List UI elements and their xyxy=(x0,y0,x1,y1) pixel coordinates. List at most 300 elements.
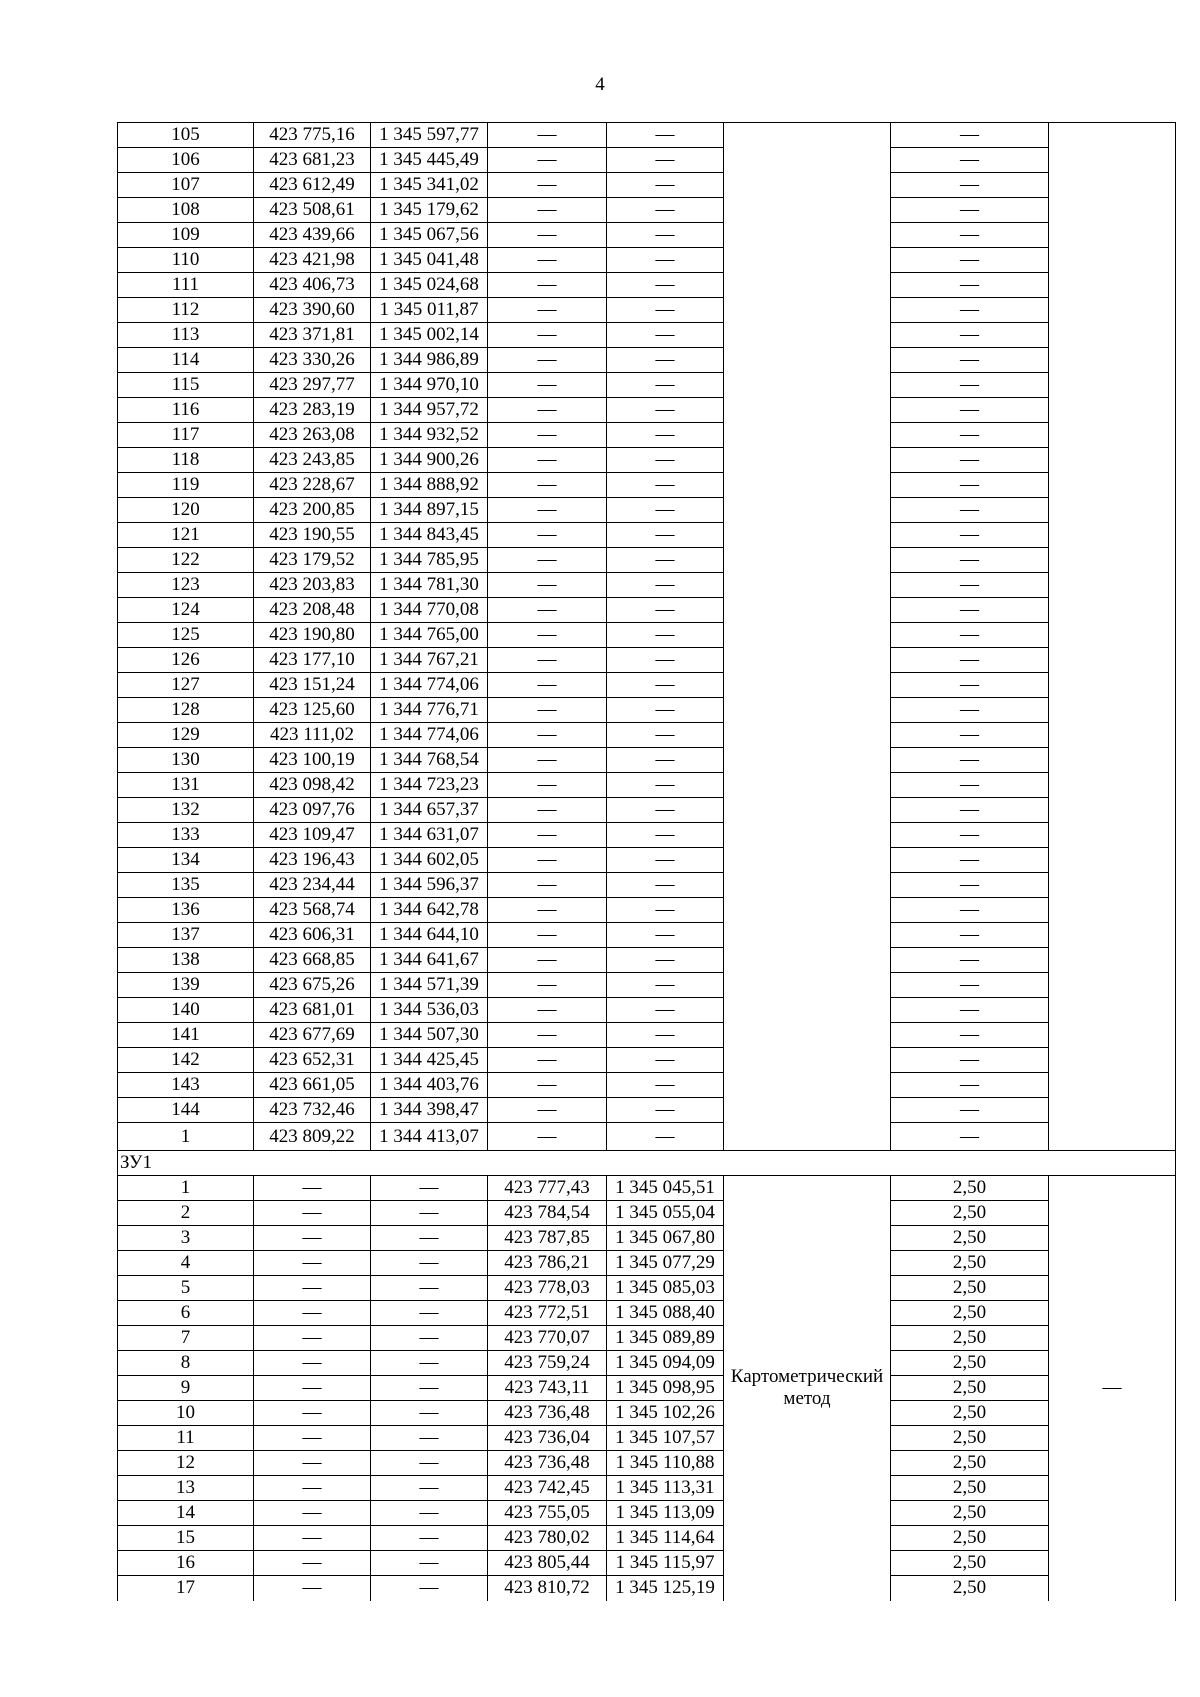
point-number: 1 xyxy=(118,1176,254,1201)
accuracy: 2,50 xyxy=(891,1576,1049,1601)
existing-y: 1 344 776,71 xyxy=(371,698,488,723)
accuracy: 2,50 xyxy=(891,1551,1049,1576)
new-y: — xyxy=(607,948,724,973)
description-cell xyxy=(1049,123,1176,1151)
new-x: — xyxy=(488,173,607,198)
new-x: — xyxy=(488,548,607,573)
existing-x: 423 406,73 xyxy=(254,273,371,298)
point-number: 15 xyxy=(118,1526,254,1551)
accuracy: — xyxy=(891,548,1049,573)
existing-x: 423 421,98 xyxy=(254,248,371,273)
new-x: — xyxy=(488,198,607,223)
table-row xyxy=(118,823,1176,848)
existing-x: 423 675,26 xyxy=(254,973,371,998)
table-row xyxy=(118,423,1176,448)
table-row xyxy=(118,298,1176,323)
accuracy: 2,50 xyxy=(891,1351,1049,1376)
table-row xyxy=(118,523,1176,548)
accuracy: — xyxy=(891,198,1049,223)
new-x: — xyxy=(488,448,607,473)
new-x: — xyxy=(488,123,607,148)
new-y: — xyxy=(607,898,724,923)
table-row xyxy=(118,1098,1176,1123)
point-number: 142 xyxy=(118,1048,254,1073)
accuracy: 2,50 xyxy=(891,1276,1049,1301)
existing-x: 423 100,19 xyxy=(254,748,371,773)
accuracy: 2,50 xyxy=(891,1251,1049,1276)
new-x: — xyxy=(488,1123,607,1151)
new-x: 423 784,54 xyxy=(488,1201,607,1226)
new-x: — xyxy=(488,848,607,873)
point-number: 139 xyxy=(118,973,254,998)
existing-x: 423 097,76 xyxy=(254,798,371,823)
point-number: 12 xyxy=(118,1451,254,1476)
existing-y: 1 344 900,26 xyxy=(371,448,488,473)
accuracy: — xyxy=(891,898,1049,923)
new-y: 1 345 125,19 xyxy=(607,1576,724,1601)
point-number: 114 xyxy=(118,348,254,373)
existing-x: 423 652,31 xyxy=(254,1048,371,1073)
existing-y: 1 344 785,95 xyxy=(371,548,488,573)
point-number: 133 xyxy=(118,823,254,848)
existing-x: — xyxy=(254,1576,371,1601)
accuracy: 2,50 xyxy=(891,1501,1049,1526)
new-y: — xyxy=(607,423,724,448)
new-x: — xyxy=(488,1048,607,1073)
table-row xyxy=(118,473,1176,498)
new-x: 423 736,48 xyxy=(488,1451,607,1476)
new-y: — xyxy=(607,323,724,348)
new-x: — xyxy=(488,598,607,623)
accuracy: 2,50 xyxy=(891,1301,1049,1326)
existing-y: 1 344 596,37 xyxy=(371,873,488,898)
existing-x: 423 439,66 xyxy=(254,223,371,248)
new-x: — xyxy=(488,273,607,298)
existing-x: 423 098,42 xyxy=(254,773,371,798)
new-x: — xyxy=(488,973,607,998)
new-y: 1 345 067,80 xyxy=(607,1226,724,1251)
table-row xyxy=(118,1123,1176,1151)
existing-y: 1 344 571,39 xyxy=(371,973,488,998)
existing-x: — xyxy=(254,1226,371,1251)
accuracy: — xyxy=(891,348,1049,373)
existing-x: 423 809,22 xyxy=(254,1123,371,1151)
table-row xyxy=(118,1426,1176,1451)
point-number: 118 xyxy=(118,448,254,473)
new-y: — xyxy=(607,273,724,298)
new-x: — xyxy=(488,373,607,398)
existing-x: — xyxy=(254,1251,371,1276)
existing-y: — xyxy=(371,1576,488,1601)
accuracy: — xyxy=(891,423,1049,448)
table-row xyxy=(118,548,1176,573)
new-y: 1 345 045,51 xyxy=(607,1176,724,1201)
accuracy: 2,50 xyxy=(891,1226,1049,1251)
point-number: 106 xyxy=(118,148,254,173)
existing-x: 423 109,47 xyxy=(254,823,371,848)
accuracy: — xyxy=(891,573,1049,598)
existing-y: — xyxy=(371,1251,488,1276)
existing-y: 1 344 631,07 xyxy=(371,823,488,848)
existing-y: 1 344 425,45 xyxy=(371,1048,488,1073)
point-number: 108 xyxy=(118,198,254,223)
point-number: 113 xyxy=(118,323,254,348)
new-y: — xyxy=(607,748,724,773)
table-row xyxy=(118,623,1176,648)
new-y: — xyxy=(607,1123,724,1151)
existing-x: 423 208,48 xyxy=(254,598,371,623)
page-number: 4 xyxy=(595,74,605,95)
accuracy: 2,50 xyxy=(891,1326,1049,1351)
table-row xyxy=(118,348,1176,373)
existing-x: 423 243,85 xyxy=(254,448,371,473)
new-x: 423 787,85 xyxy=(488,1226,607,1251)
new-x: 423 770,07 xyxy=(488,1326,607,1351)
point-number: 105 xyxy=(118,123,254,148)
table-row xyxy=(118,1073,1176,1098)
new-y: — xyxy=(607,623,724,648)
existing-x: — xyxy=(254,1501,371,1526)
point-number: 16 xyxy=(118,1551,254,1576)
new-y: — xyxy=(607,1098,724,1123)
new-x: — xyxy=(488,523,607,548)
existing-y: 1 344 986,89 xyxy=(371,348,488,373)
accuracy: — xyxy=(891,398,1049,423)
table-row xyxy=(118,123,1176,148)
accuracy: — xyxy=(891,1048,1049,1073)
point-number: 137 xyxy=(118,923,254,948)
point-number: 9 xyxy=(118,1376,254,1401)
new-y: 1 345 113,09 xyxy=(607,1501,724,1526)
point-number: 127 xyxy=(118,673,254,698)
point-number: 5 xyxy=(118,1276,254,1301)
existing-x: — xyxy=(254,1551,371,1576)
new-y: 1 345 098,95 xyxy=(607,1376,724,1401)
accuracy: 2,50 xyxy=(891,1401,1049,1426)
new-x: — xyxy=(488,1098,607,1123)
existing-x: 423 390,60 xyxy=(254,298,371,323)
existing-y: 1 345 067,56 xyxy=(371,223,488,248)
point-number: 6 xyxy=(118,1301,254,1326)
accuracy: — xyxy=(891,723,1049,748)
existing-y: — xyxy=(371,1551,488,1576)
new-x: 423 736,48 xyxy=(488,1401,607,1426)
accuracy: — xyxy=(891,998,1049,1023)
accuracy: — xyxy=(891,848,1049,873)
new-y: — xyxy=(607,248,724,273)
table-row xyxy=(118,973,1176,998)
point-number: 2 xyxy=(118,1201,254,1226)
accuracy: — xyxy=(891,448,1049,473)
existing-x: 423 371,81 xyxy=(254,323,371,348)
existing-y: 1 344 843,45 xyxy=(371,523,488,548)
existing-x: 423 330,26 xyxy=(254,348,371,373)
existing-x: 423 775,16 xyxy=(254,123,371,148)
point-number: 112 xyxy=(118,298,254,323)
existing-y: — xyxy=(371,1301,488,1326)
table-row xyxy=(118,1526,1176,1551)
table-row xyxy=(118,1576,1176,1601)
existing-y: 1 344 774,06 xyxy=(371,673,488,698)
existing-x: — xyxy=(254,1376,371,1401)
existing-y: 1 344 765,00 xyxy=(371,623,488,648)
new-x: — xyxy=(488,698,607,723)
new-x: — xyxy=(488,498,607,523)
new-x: — xyxy=(488,998,607,1023)
method-cell xyxy=(724,123,891,1151)
existing-x: 423 263,08 xyxy=(254,423,371,448)
new-y: — xyxy=(607,998,724,1023)
accuracy: — xyxy=(891,273,1049,298)
existing-x: 423 508,61 xyxy=(254,198,371,223)
existing-x: 423 228,67 xyxy=(254,473,371,498)
new-y: 1 345 102,26 xyxy=(607,1401,724,1426)
existing-x: 423 283,19 xyxy=(254,398,371,423)
new-y: — xyxy=(607,648,724,673)
accuracy: 2,50 xyxy=(891,1176,1049,1201)
new-x: — xyxy=(488,348,607,373)
new-y: — xyxy=(607,573,724,598)
accuracy: — xyxy=(891,923,1049,948)
new-y: — xyxy=(607,198,724,223)
new-y: — xyxy=(607,723,724,748)
existing-x: 423 190,80 xyxy=(254,623,371,648)
point-number: 128 xyxy=(118,698,254,723)
table-row xyxy=(118,1251,1176,1276)
new-x: 423 778,03 xyxy=(488,1276,607,1301)
accuracy: — xyxy=(891,748,1049,773)
new-y: — xyxy=(607,1048,724,1073)
accuracy: 2,50 xyxy=(891,1526,1049,1551)
table-row xyxy=(118,698,1176,723)
point-number: 7 xyxy=(118,1326,254,1351)
new-x: — xyxy=(488,323,607,348)
table-row xyxy=(118,598,1176,623)
existing-y: 1 345 041,48 xyxy=(371,248,488,273)
table-row xyxy=(118,773,1176,798)
accuracy: 2,50 xyxy=(891,1476,1049,1501)
table-row xyxy=(118,1176,1176,1201)
point-number: 144 xyxy=(118,1098,254,1123)
existing-y: 1 344 723,23 xyxy=(371,773,488,798)
new-x: 423 780,02 xyxy=(488,1526,607,1551)
existing-y: 1 344 657,37 xyxy=(371,798,488,823)
new-x: — xyxy=(488,1023,607,1048)
existing-y: 1 345 597,77 xyxy=(371,123,488,148)
existing-y: 1 345 002,14 xyxy=(371,323,488,348)
existing-x: — xyxy=(254,1201,371,1226)
table-row xyxy=(118,1276,1176,1301)
existing-x: 423 677,69 xyxy=(254,1023,371,1048)
point-number: 4 xyxy=(118,1251,254,1276)
existing-x: — xyxy=(254,1351,371,1376)
existing-y: — xyxy=(371,1276,488,1301)
existing-y: — xyxy=(371,1326,488,1351)
existing-y: 1 345 179,62 xyxy=(371,198,488,223)
existing-x: 423 179,52 xyxy=(254,548,371,573)
table-row xyxy=(118,1226,1176,1251)
table-row xyxy=(118,223,1176,248)
accuracy: — xyxy=(891,1023,1049,1048)
point-number: 1 xyxy=(118,1123,254,1151)
new-y: — xyxy=(607,973,724,998)
new-x: — xyxy=(488,148,607,173)
existing-x: 423 177,10 xyxy=(254,648,371,673)
new-x: — xyxy=(488,473,607,498)
point-number: 110 xyxy=(118,248,254,273)
existing-y: — xyxy=(371,1501,488,1526)
table-row xyxy=(118,948,1176,973)
existing-y: — xyxy=(371,1351,488,1376)
new-x: — xyxy=(488,798,607,823)
accuracy: — xyxy=(891,973,1049,998)
coordinates-table xyxy=(117,122,1176,1601)
existing-y: — xyxy=(371,1526,488,1551)
existing-x: — xyxy=(254,1301,371,1326)
new-y: 1 345 055,04 xyxy=(607,1201,724,1226)
point-number: 136 xyxy=(118,898,254,923)
existing-y: 1 344 781,30 xyxy=(371,573,488,598)
existing-y: — xyxy=(371,1476,488,1501)
table-row xyxy=(118,1048,1176,1073)
table-row xyxy=(118,673,1176,698)
accuracy: — xyxy=(891,698,1049,723)
point-number: 126 xyxy=(118,648,254,673)
new-y: — xyxy=(607,773,724,798)
table-row xyxy=(118,323,1176,348)
existing-y: 1 344 770,08 xyxy=(371,598,488,623)
table-row xyxy=(118,648,1176,673)
accuracy: 2,50 xyxy=(891,1451,1049,1476)
existing-y: — xyxy=(371,1401,488,1426)
accuracy: — xyxy=(891,223,1049,248)
existing-x: 423 125,60 xyxy=(254,698,371,723)
accuracy: 2,50 xyxy=(891,1201,1049,1226)
new-x: — xyxy=(488,648,607,673)
existing-y: 1 344 888,92 xyxy=(371,473,488,498)
existing-y: 1 345 445,49 xyxy=(371,148,488,173)
accuracy: — xyxy=(891,648,1049,673)
point-number: 121 xyxy=(118,523,254,548)
existing-y: 1 345 341,02 xyxy=(371,173,488,198)
new-x: — xyxy=(488,298,607,323)
point-number: 123 xyxy=(118,573,254,598)
table-row xyxy=(118,148,1176,173)
accuracy: 2,50 xyxy=(891,1426,1049,1451)
existing-x: — xyxy=(254,1326,371,1351)
new-y: — xyxy=(607,498,724,523)
table-row xyxy=(118,1201,1176,1226)
existing-y: 1 345 024,68 xyxy=(371,273,488,298)
table-row xyxy=(118,873,1176,898)
point-number: 116 xyxy=(118,398,254,423)
accuracy: — xyxy=(891,773,1049,798)
new-y: — xyxy=(607,523,724,548)
new-y: — xyxy=(607,698,724,723)
existing-x: 423 234,44 xyxy=(254,873,371,898)
new-x: — xyxy=(488,573,607,598)
table-row xyxy=(118,1376,1176,1401)
point-number: 130 xyxy=(118,748,254,773)
existing-x: 423 196,43 xyxy=(254,848,371,873)
existing-x: 423 668,85 xyxy=(254,948,371,973)
existing-y: — xyxy=(371,1451,488,1476)
new-y: 1 345 089,89 xyxy=(607,1326,724,1351)
existing-y: 1 344 932,52 xyxy=(371,423,488,448)
point-number: 129 xyxy=(118,723,254,748)
new-y: 1 345 107,57 xyxy=(607,1426,724,1451)
section-label: ЗУ1 xyxy=(118,1151,1176,1176)
new-x: — xyxy=(488,748,607,773)
new-x: — xyxy=(488,248,607,273)
point-number: 115 xyxy=(118,373,254,398)
existing-x: — xyxy=(254,1451,371,1476)
existing-x: — xyxy=(254,1176,371,1201)
point-number: 8 xyxy=(118,1351,254,1376)
table-row xyxy=(118,1351,1176,1376)
new-y: — xyxy=(607,298,724,323)
existing-x: 423 297,77 xyxy=(254,373,371,398)
accuracy: — xyxy=(891,298,1049,323)
new-x: — xyxy=(488,898,607,923)
point-number: 11 xyxy=(118,1426,254,1451)
table-row xyxy=(118,1501,1176,1526)
accuracy: — xyxy=(891,523,1049,548)
accuracy: — xyxy=(891,323,1049,348)
point-number: 141 xyxy=(118,1023,254,1048)
new-y: — xyxy=(607,923,724,948)
accuracy: — xyxy=(891,123,1049,148)
existing-y: 1 344 507,30 xyxy=(371,1023,488,1048)
new-x: — xyxy=(488,423,607,448)
new-y: — xyxy=(607,173,724,198)
point-number: 107 xyxy=(118,173,254,198)
new-y: — xyxy=(607,398,724,423)
table-row xyxy=(118,1551,1176,1576)
new-x: 423 759,24 xyxy=(488,1351,607,1376)
accuracy: — xyxy=(891,798,1049,823)
new-x: — xyxy=(488,673,607,698)
point-number: 119 xyxy=(118,473,254,498)
new-x: 423 805,44 xyxy=(488,1551,607,1576)
new-y: — xyxy=(607,448,724,473)
new-y: 1 345 094,09 xyxy=(607,1351,724,1376)
new-y: — xyxy=(607,848,724,873)
table-row xyxy=(118,723,1176,748)
existing-x: 423 661,05 xyxy=(254,1073,371,1098)
point-number: 13 xyxy=(118,1476,254,1501)
existing-y: 1 344 774,06 xyxy=(371,723,488,748)
existing-y: — xyxy=(371,1201,488,1226)
existing-y: 1 344 970,10 xyxy=(371,373,488,398)
table-row xyxy=(118,748,1176,773)
table-row xyxy=(118,848,1176,873)
point-number: 125 xyxy=(118,623,254,648)
method-cell: Картометрический метод xyxy=(724,1176,891,1601)
new-x: — xyxy=(488,223,607,248)
table-row xyxy=(118,573,1176,598)
existing-y: 1 344 398,47 xyxy=(371,1098,488,1123)
accuracy: — xyxy=(891,873,1049,898)
new-y: 1 345 110,88 xyxy=(607,1451,724,1476)
new-x: — xyxy=(488,923,607,948)
new-x: 423 777,43 xyxy=(488,1176,607,1201)
new-x: — xyxy=(488,723,607,748)
accuracy: — xyxy=(891,623,1049,648)
section-header-row xyxy=(118,1151,1176,1176)
new-y: 1 345 085,03 xyxy=(607,1276,724,1301)
point-number: 122 xyxy=(118,548,254,573)
